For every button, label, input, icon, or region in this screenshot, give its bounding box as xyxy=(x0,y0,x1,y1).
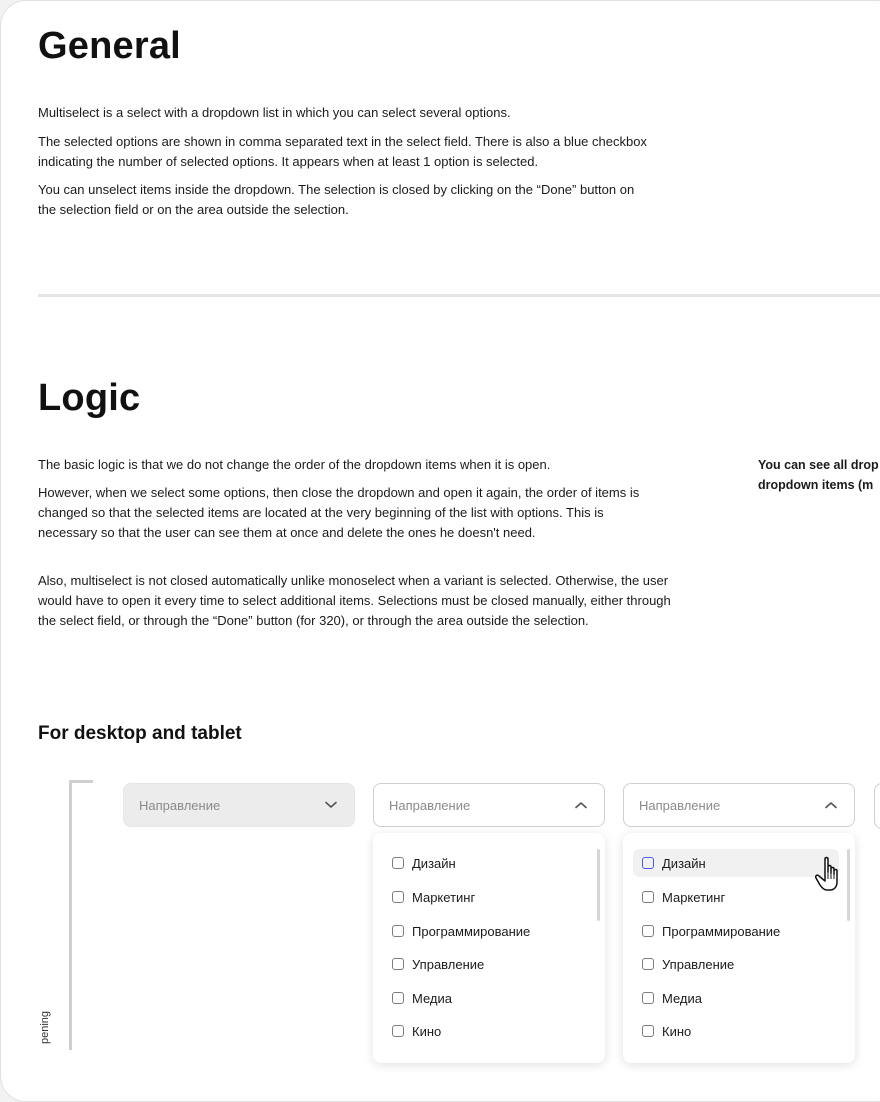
option-label: Программирование xyxy=(412,923,531,939)
option-label: Медиа xyxy=(412,990,452,1006)
logic-paragraph-2: However, when we select some options, then close the dropdown and open it again, the order of items is changed so that the selected items are located at the very beginning of the list with options. This is necessary so that the user can see them at once and delete the ones he doesn't need. xyxy=(38,485,640,540)
select-placeholder: Направление xyxy=(389,797,471,813)
dropdown-option[interactable] xyxy=(383,984,589,1012)
option-label: Кино xyxy=(662,1023,692,1039)
state-label-opening: pening xyxy=(39,1010,51,1044)
checkbox-icon[interactable] xyxy=(392,891,404,903)
dropdown-option[interactable] xyxy=(383,950,589,978)
dropdown-option[interactable] xyxy=(633,984,839,1012)
dropdown-option[interactable] xyxy=(383,1017,589,1045)
checkbox-icon[interactable] xyxy=(642,891,654,903)
checkbox-icon[interactable] xyxy=(642,1025,654,1037)
checkbox-icon[interactable] xyxy=(392,1025,404,1037)
section-title-general: General xyxy=(38,25,181,67)
multiselect-open-hover[interactable] xyxy=(623,783,855,827)
logic-paragraph-3: Also, multiselect is not closed automatically unlike monoselect when a variant is selected. Otherwise, the user would have to open it every time to select additional items. Selections must be closed manually, either through the select field, or through the “Done” button (for 320), or through the area outside the selection. xyxy=(38,573,671,628)
section-divider xyxy=(38,294,880,297)
dropdown-option[interactable] xyxy=(383,883,589,911)
select-placeholder: Направление xyxy=(639,797,721,813)
checkbox-icon[interactable] xyxy=(392,925,404,937)
multiselect-open[interactable] xyxy=(373,783,605,827)
dropdown-scrollbar[interactable] xyxy=(597,849,600,921)
checkbox-icon[interactable] xyxy=(392,857,404,869)
state-bracket-tick xyxy=(69,780,93,783)
checkbox-icon[interactable] xyxy=(642,958,654,970)
checkbox-icon[interactable] xyxy=(642,925,654,937)
side-note: You can see all drop dropdown items (m xyxy=(758,458,879,492)
general-paragraph-1: Multiselect is a select with a dropdown list in which you can select several options. xyxy=(38,105,511,120)
general-paragraph-3: You can unselect items inside the dropdown. The selection is closed by clicking on the “Done” button on the selection field or on the area outside the selection. xyxy=(38,182,635,217)
multiselect-closed[interactable] xyxy=(123,783,355,827)
option-label: Кино xyxy=(412,1023,442,1039)
option-label: Маркетинг xyxy=(412,889,476,905)
dropdown-list xyxy=(373,833,605,1063)
dropdown-option[interactable] xyxy=(633,1017,839,1045)
dropdown-option[interactable] xyxy=(633,883,839,911)
dropdown-option[interactable] xyxy=(633,917,839,945)
general-paragraph-2: The selected options are shown in comma separated text in the select field. There is also a blue checkbox indicating the number of selected options. It appears when at least 1 option is selected. xyxy=(38,134,647,169)
option-label: Управление xyxy=(662,956,735,972)
select-placeholder: Направление xyxy=(139,797,221,813)
dropdown-option-hovered[interactable] xyxy=(633,849,839,877)
dropdown-option[interactable] xyxy=(633,950,839,978)
option-label: Маркетинг xyxy=(662,889,726,905)
dropdown-option[interactable] xyxy=(383,849,589,877)
option-label: Медиа xyxy=(662,990,702,1006)
multiselect-partial[interactable] xyxy=(874,783,880,829)
checkbox-icon[interactable] xyxy=(392,958,404,970)
option-label: Дизайн xyxy=(412,855,456,871)
hand-cursor-icon xyxy=(815,855,851,895)
option-label: Дизайн xyxy=(662,855,706,871)
desktop-heading: For desktop and tablet xyxy=(38,723,242,744)
logic-paragraph-1: The basic logic is that we do not change the order of the dropdown items when it is open. xyxy=(38,457,551,472)
state-bracket-line xyxy=(69,780,72,1050)
chevron-up-icon xyxy=(824,798,838,812)
chevron-up-icon xyxy=(574,798,588,812)
checkbox-icon[interactable] xyxy=(392,992,404,1004)
dropdown-option[interactable] xyxy=(383,917,589,945)
checkbox-icon[interactable] xyxy=(642,857,654,869)
checkbox-icon[interactable] xyxy=(642,992,654,1004)
option-label: Программирование xyxy=(662,923,781,939)
section-title-logic: Logic xyxy=(38,377,141,419)
option-label: Управление xyxy=(412,956,485,972)
chevron-down-icon xyxy=(324,798,338,812)
